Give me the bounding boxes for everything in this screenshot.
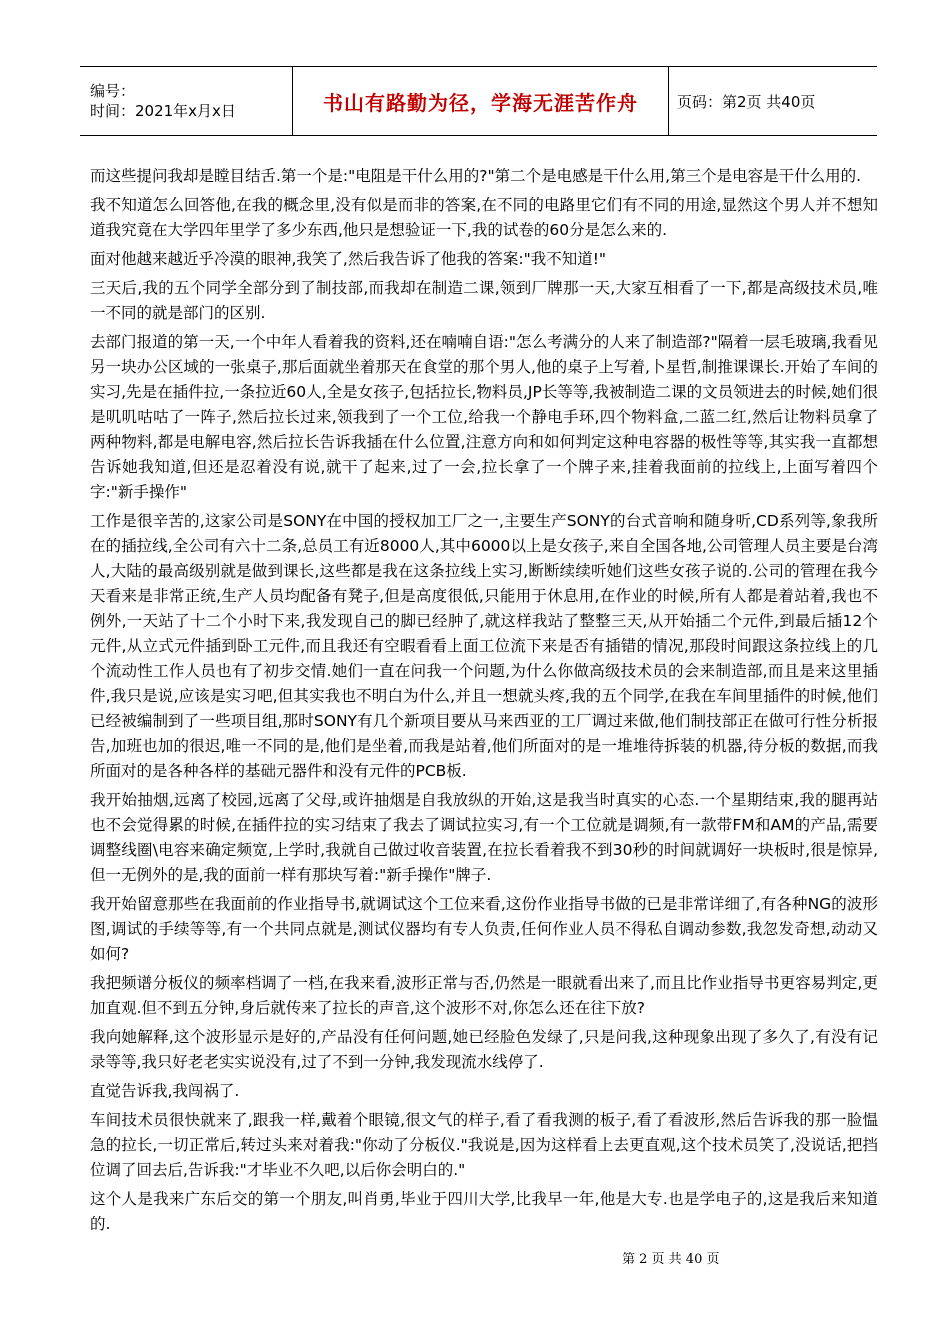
page-header bbox=[80, 66, 877, 136]
paragraph: 我把频谱分板仪的频率档调了一档,在我来看,波形正常与否,仍然是一眼就看出来了,而且比作业指导书更容易判定,更加直观.但不到五分钟,身后就传来了拉长的声音,这个波形不对,你怎么还在往下放? bbox=[90, 974, 878, 1017]
document-number-label: 编号： bbox=[90, 82, 136, 100]
document-body bbox=[90, 164, 878, 1241]
header-page-cell bbox=[669, 67, 877, 135]
paragraph: 直觉告诉我,我闯祸了. bbox=[90, 1082, 240, 1100]
paragraph: 车间技术员很快就来了,跟我一样,戴着个眼镜,很文气的样子,看了看我测的板子,看了看波形,然后告诉我的那一脸愠急的拉长,一切正常后,转过头来对着我:"你动了分板仪."我说是,因为这样看上去更直观,这个技术员笑了,没说话,把挡位调了回去后,告诉我:"才毕业不久吧,以后你会明白的." bbox=[90, 1111, 878, 1179]
paragraph: 我开始留意那些在我面前的作业指导书,就调试这个工位来看,这份作业指导书做的已是非常详细了,有各种NG的波形图,调试的手续等等,有一个共同点就是,测试仪器均有专人负责,任何作业人员不得私自调动参数,我忽发奇想,动动又如何? bbox=[90, 895, 878, 963]
paragraph: 而这些提问我却是瞠目结舌.第一个是:"电阻是干什么用的?"第二个是电感是干什么用,第三个是电容是干什么用的. bbox=[90, 167, 861, 185]
header-motto-cell bbox=[292, 67, 669, 135]
paragraph: 我向她解释,这个波形显示是好的,产品没有任何问题,她已经脸色发绿了,只是问我,这种现象出现了多久了,有没有记录等等,我只好老老实实说没有,过了不到一分钟,我发现流水线停了. bbox=[90, 1028, 878, 1071]
header-page-number: 页码：第2页 共40页 bbox=[677, 92, 816, 111]
paragraph: 我不知道怎么回答他,在我的概念里,没有似是而非的答案,在不同的电路里它们有不同的用途,显然这个男人并不想知道我究竟在大学四年里学了多少东西,他只是想验证一下,我的试卷的60分是怎么来的. bbox=[90, 196, 878, 239]
paragraph: 去部门报道的第一天,一个中年人看着我的资料,还在喃喃自语:"怎么考满分的人来了制造部?"隔着一层毛玻璃,我看见另一块办公区域的一张桌子,那后面就坐着那天在食堂的那个男人,他的桌子上写着,卜星哲,制推课课长.开始了车间的实习,先是在插件拉,一条拉近60人,全是女孩子,包括拉长,物料员,JP长等等,我被制造二课的文员领进去的时候,她们很是叽叽咕咕了一阵子,然后拉长过来,领我到了一个工位,给我一个静电手环,四个物料盒,二蓝二红,然后让物料员拿了两种物料,都是电解电容,然后拉长告诉我插在什么位置,注意方向和如何判定这种电容器的极性等等,其实我一直都想告诉她我知道,但还是忍着没有说,就干了起来,过了一会,拉长拿了一个牌子来,挂着我面前的拉线上,上面写着四个字:"新手操作" bbox=[90, 333, 878, 501]
paragraph: 这个人是我来广东后交的第一个朋友,叫肖勇,毕业于四川大学,比我早一年,他是大专.也是学电子的,这是我后来知道的. bbox=[90, 1190, 878, 1233]
paragraph: 工作是很辛苦的,这家公司是SONY在中国的授权加工厂之一,主要生产SONY的台式音响和随身听,CD系列等,象我所在的插拉线,全公司有六十二条,总员工有近8000人,其中6000以上是女孩子,来自全国各地,公司管理人员主要是台湾人,大陆的最高级别就是做到课长,这些都是我在这条拉线上实习,断断续续听她们这些女孩子说的.公司的管理在我今天看来是非常正统,生产人员均配备有凳子,但是高度很低,只能用于休息用,在作业的时候,所有人都是着站着,我也不例外,一天站了十二个小时下来,我发现自己的脚已经肿了,就这样我站了整整三天,从开始插二个元件,到最后插12个元件,从立式元件插到卧工元件,而且我还有空暇看看上面工位流下来是否有插错的情况,那段时间跟这条拉线上的几个流动性工作人员也有了初步交情.她们一直在问我一个问题,为什么你做高级技术员的会来制造部,而且是来这里插件,我只是说,应该是实习吧,但其实我也不明白为什么,并且一想就头疼,我的五个同学,在我在车间里插件的时候,他们已经被编制到了一些项目组,那时SONY有几个新项目要从马来西亚的工厂调过来做,他们制技部正在做可行性分析报告,加班也加的很迟,唯一不同的是,他们是坐着,而我是站着,他们所面对的是一堆堆待拆装的机器,待分板的数据,而我所面对的是各种各样的基础元器件和没有元件的PCB板. bbox=[90, 512, 878, 780]
header-motto: 书山有路勤为径，学海无涯苦作舟 bbox=[323, 90, 638, 115]
paragraph: 面对他越来越近乎冷漠的眼神,我笑了,然后我告诉了他我的答案:"我不知道!" bbox=[90, 250, 607, 268]
paragraph: 三天后,我的五个同学全部分到了制技部,而我却在制造二课,领到厂牌那一天,大家互相看了一下,都是高级技术员,唯一不同的就是部门的区别. bbox=[90, 279, 878, 322]
document-date-label: 时间：2021年x月x日 bbox=[90, 102, 236, 120]
header-info bbox=[80, 67, 292, 135]
paragraph: 我开始抽烟,远离了校园,远离了父母,或许抽烟是自我放纵的开始,这是我当时真实的心态.一个星期结束,我的腿再站也不会觉得累的时候,在插件拉的实习结束了我去了调试拉实习,有一个工位就是调频,有一款带FM和AM的产品,需要调整线圈\电容来确定频宽,上学时,我就自己做过收音装置,在拉长看着我不到30秒的时间就调好一块板时,很是惊异,但一无例外的是,我的面前一样有那块写着:"新手操作"牌子. bbox=[90, 791, 878, 884]
page-footer: 第 2 页 共 40 页 bbox=[622, 1252, 720, 1267]
